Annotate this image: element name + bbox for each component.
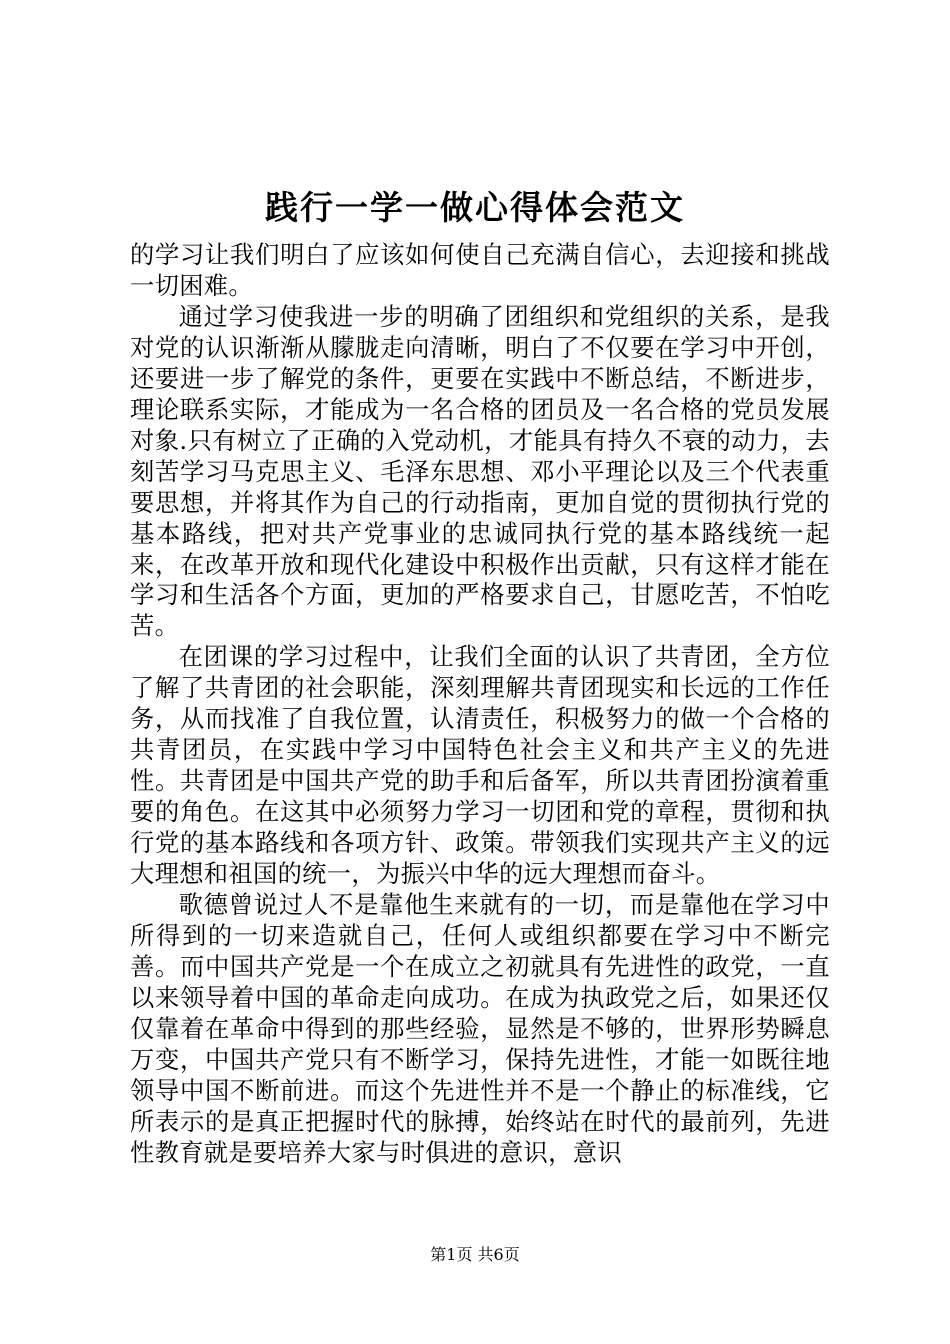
document-title: 践行一学一做心得体会范文 bbox=[265, 188, 685, 227]
paragraph-3: 在团课的学习过程中，让我们全面的认识了共青团，全方位了解了共青团的社会职能，深刻理解共青团现实和长远的工作任务，从而找准了自我位置，认清责任，积极努力的做一个合格的共青团员，在实践中学习中国特色社会主义和共产主义的先进性。共青团是中国共产党的助手和后备军，所以共青团扮演着重要的角色。在这其中必须努力学习一切团和党的章程，贯彻和执行党的基本路线和各项方针、政策。带领我们实现共产主义的远大理想和祖国的统一，为振兴中华的远大理想而奋斗。 bbox=[130, 642, 830, 889]
paragraph-4: 歌德曾说过人不是靠他生来就有的一切，而是靠他在学习中所得到的一切来造就自己，任何人或组织都要在学习中不断完善。而中国共产党是一个在成立之初就具有先进性的政党，一直以来领导着中国的革命走向成功。在成为执政党之后，如果还仅仅靠着在革命中得到的那些经验，显然是不够的，世界形势瞬息万变，中国共产党只有不断学习，保持先进性，才能一如既往地领导中国不断前进。而这个先进性并不是一个静止的标准线，它所表示的是真正把握时代的脉搏，始终站在时代的最前列，先进性教育就是要培养大家与时俱进的意识，意识 bbox=[130, 890, 830, 1167]
paragraph-1: 的学习让我们明白了应该如何使自己充满自信心，去迎接和挑战一切困难。 bbox=[130, 240, 830, 300]
document-body bbox=[130, 240, 830, 1169]
paragraph-2: 通过学习使我进一步的明确了团组织和党组织的关系，是我对党的认识渐渐从朦胧走向清晰，明白了不仅要在学习中开创，还要进一步了解党的条件，更要在实践中不断总结，不断进步，理论联系实际，才能成为一名合格的团员及一名合格的党员发展对象.只有树立了正确的入党动机，才能具有持久不衰的动力，去刻苦学习马克思主义、毛泽东思想、邓小平理论以及三个代表重要思想，并将其作为自己的行动指南，更加自觉的贯彻执行党的基本路线，把对共产党事业的忠诚同执行党的基本路线统一起来，在改革开放和现代化建设中积极作出贡献，只有这样才能在学习和生活各个方面，更加的严格要求自己，甘愿吃苦，不怕吃苦。 bbox=[130, 301, 830, 641]
page-number-footer: 第1页 共6页 bbox=[430, 1245, 520, 1264]
